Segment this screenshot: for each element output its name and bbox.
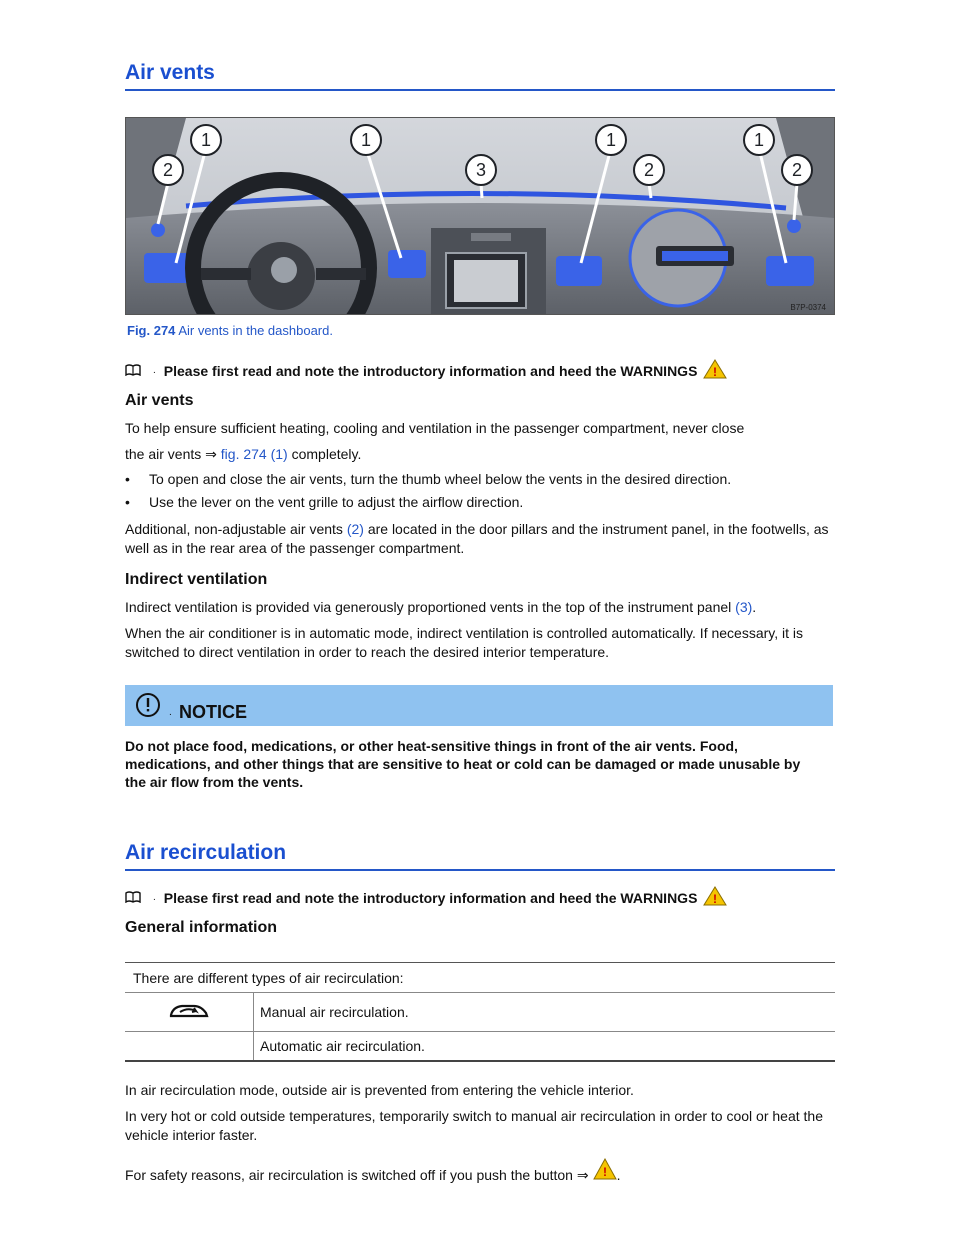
recirculation-types-table bbox=[125, 962, 835, 1062]
book-icon bbox=[125, 890, 147, 906]
section-title-air-recirculation: Air recirculation bbox=[125, 841, 835, 871]
book-icon bbox=[125, 363, 147, 379]
svg-text:!: ! bbox=[602, 1165, 607, 1179]
table-row bbox=[125, 1032, 835, 1062]
callout-label: 2 bbox=[791, 160, 803, 180]
callout-link[interactable]: (2) bbox=[346, 521, 364, 537]
figure-link[interactable]: fig. 274 (1) bbox=[220, 446, 288, 462]
car-recirculation-icon bbox=[125, 993, 254, 1032]
list-item-text: To open and close the air vents, turn the thumb wheel below the vents in the desired direction. bbox=[149, 471, 732, 487]
table-cell: Manual air recirculation. bbox=[254, 993, 836, 1032]
dashboard-illustration bbox=[126, 118, 834, 314]
table-cell-empty bbox=[125, 1032, 254, 1062]
text-run: completely. bbox=[287, 446, 362, 462]
text-run: . bbox=[752, 599, 757, 615]
text-run: To help ensure sufficient heating, cooling and ventilation in the passenger compartment, never close bbox=[125, 420, 745, 436]
figure-caption bbox=[127, 323, 333, 338]
table-cell: Automatic air recirculation. bbox=[254, 1032, 836, 1062]
warning-icon[interactable] bbox=[593, 1158, 617, 1185]
callout-label: 2 bbox=[162, 160, 174, 180]
heading-general-information: General information bbox=[125, 919, 278, 936]
list-item-text: Use the lever on the vent grille to adjust the airflow direction. bbox=[149, 494, 524, 510]
exclamation-icon bbox=[135, 692, 161, 723]
callout-label: 2 bbox=[643, 160, 655, 180]
table-header-cell: There are different types of air recirculation: bbox=[125, 963, 835, 993]
callout-label: 1 bbox=[360, 130, 372, 150]
dashboard-figure bbox=[125, 117, 835, 315]
pre-read-text: Please first read and note the introductory information and heed the WARNINGS bbox=[163, 889, 698, 906]
table-header-row bbox=[125, 963, 835, 993]
warning-icon[interactable] bbox=[703, 359, 727, 382]
text-run: Additional, non-adjustable air vents bbox=[125, 521, 347, 537]
callout-label: 3 bbox=[475, 160, 487, 180]
text-run: are located in the door pillars and the instrument panel, in the footwells, as well as in the rear area of the passenger compartment. bbox=[125, 521, 829, 556]
pre-read-notice: . Please first read and note the introductory information and heed the WARNINGS ! bbox=[125, 359, 727, 382]
indirect-paragraph-2: When the air conditioner is in automatic mode, indirect ventilation is controlled automatically. If necessary, it is switched to direct ventilation in order to reach the desired interior temperature. bbox=[125, 625, 804, 660]
pre-read-notice: . Please first read and note the introductory information and heed the WARNINGS ! bbox=[125, 886, 727, 909]
notice-banner: . NOTICE bbox=[125, 685, 833, 726]
svg-text:!: ! bbox=[713, 892, 718, 906]
air-vents-paragraph-2 bbox=[125, 520, 835, 558]
figure-code: B7P-0374 bbox=[790, 303, 826, 312]
notice-text: Do not place food, medications, or other heat-sensitive things in front of the air vents. Food, medications, and other things that are sensitive to heat or cold can be damaged or made unusable by the air flow from the vents. bbox=[125, 738, 801, 790]
table-row bbox=[125, 993, 835, 1032]
period: . bbox=[616, 1167, 621, 1183]
figure-number: Fig. 274 bbox=[127, 323, 176, 338]
text-run: Indirect ventilation is provided via generously proportioned vents in the top of the instrument panel bbox=[125, 599, 736, 615]
callout-label: 1 bbox=[200, 130, 212, 150]
text-run: For safety reasons, air recirculation is switched off if you push the button ⇒ bbox=[125, 1167, 589, 1183]
callout-label: 1 bbox=[605, 130, 617, 150]
general-paragraph-3 bbox=[125, 1158, 835, 1185]
svg-text:!: ! bbox=[713, 365, 718, 379]
callout-label: 1 bbox=[753, 130, 765, 150]
heading-indirect-ventilation: Indirect ventilation bbox=[125, 571, 268, 588]
heading-air-vents: Air vents bbox=[125, 392, 194, 409]
warning-icon[interactable] bbox=[703, 886, 727, 909]
notice-label: NOTICE bbox=[179, 702, 248, 722]
indirect-paragraph-1 bbox=[125, 597, 835, 617]
callout-link[interactable]: (3) bbox=[735, 599, 753, 615]
general-paragraph-1: In air recirculation mode, outside air is prevented from entering the vehicle interior. bbox=[125, 1082, 634, 1098]
general-paragraph-2: In very hot or cold outside temperatures, temporarily switch to manual air recirculation in order to cool or heat the vehicle interior faster. bbox=[125, 1108, 823, 1143]
text-run: the air vents ⇒ bbox=[125, 446, 217, 462]
air-vents-paragraph-1 bbox=[125, 418, 835, 470]
figure-caption-text: Air vents in the dashboard. bbox=[178, 323, 333, 338]
section-title-air-vents: Air vents bbox=[125, 61, 835, 91]
pre-read-text: Please first read and note the introductory information and heed the WARNINGS bbox=[163, 362, 698, 379]
